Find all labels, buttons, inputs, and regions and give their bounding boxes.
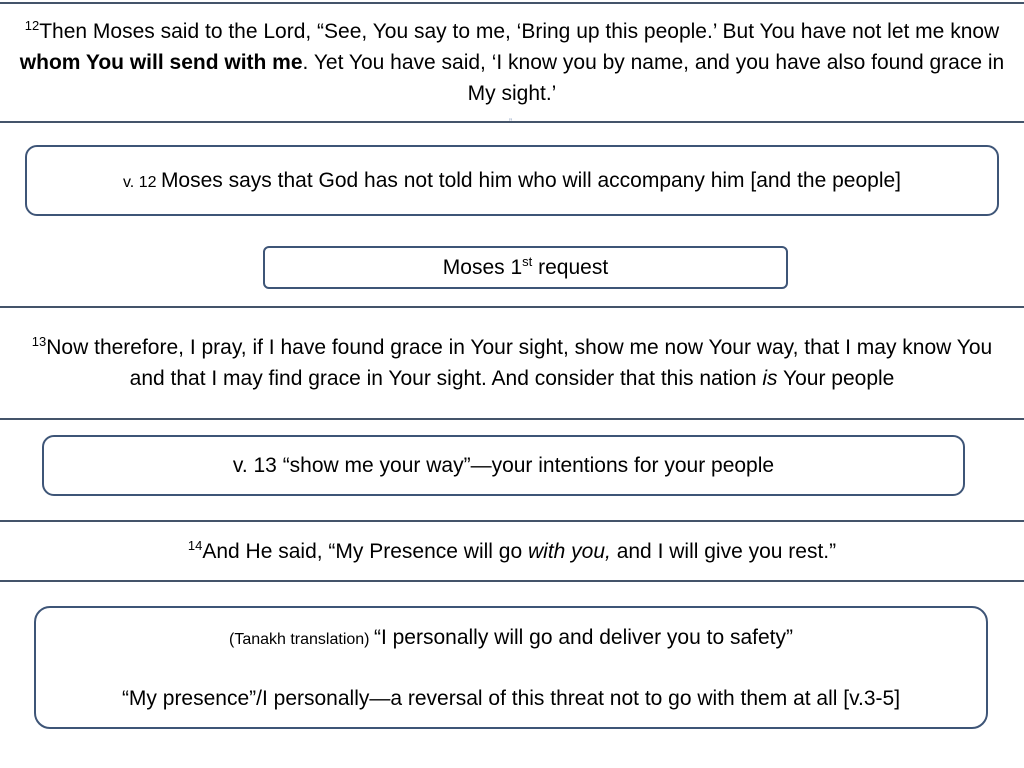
comment-v12-text: Moses says that God has not told him who will accompany him [and the people] bbox=[160, 169, 901, 192]
comment-box-v14 bbox=[34, 606, 988, 729]
tanakh-quote: “I personally will go and deliver you to safety” bbox=[373, 625, 793, 649]
verse-14-text: $^{14}$And He said, “My Presence will go with you, and I will give you rest.” bbox=[187, 537, 837, 563]
verse-number-14: 14 bbox=[187, 537, 203, 553]
verse-12-text: $^{12}$Then Moses said to the Lord, “See, You say to me, ‘Bring up this people.’ But You have not let me know whom You will send with me. Yet You have said, ‘I know you by name, and you have also found grace in My sight.’ bbox=[19, 18, 1005, 105]
verse-number-12: 12 bbox=[24, 18, 40, 33]
comment-v13-text: v. 13 “show me your way”—your intentions for your people bbox=[232, 454, 775, 477]
presence-reversal-note: “My presence”/I personally—a reversal of this threat not to go with them at all [v.3-5] bbox=[121, 686, 901, 710]
verse-number-13: 13 bbox=[31, 334, 47, 349]
scripture-box-verse-12 bbox=[0, 2, 1024, 123]
stray-quote-mark: ” bbox=[509, 117, 512, 127]
comment-box-v13 bbox=[42, 435, 965, 496]
comment-box-v12 bbox=[25, 145, 999, 216]
tanakh-translation-label: (Tanakh translation) bbox=[228, 630, 370, 648]
label-moses-first-request: Moses 1st request bbox=[263, 246, 788, 289]
emphasis-whom-you-will-send: whom You will send with me bbox=[19, 51, 303, 74]
verse-ref-v12: v. 12 bbox=[122, 174, 157, 191]
scripture-box-verse-14 bbox=[0, 520, 1024, 582]
verse-13-text: $^{13}$Now therefore, I pray, if I have found grace in Your sight, show me now Your way, that I may know You and that I may find grace in Your sight. And consider that this nation is Your people bbox=[31, 334, 993, 390]
scripture-box-verse-13 bbox=[0, 306, 1024, 420]
